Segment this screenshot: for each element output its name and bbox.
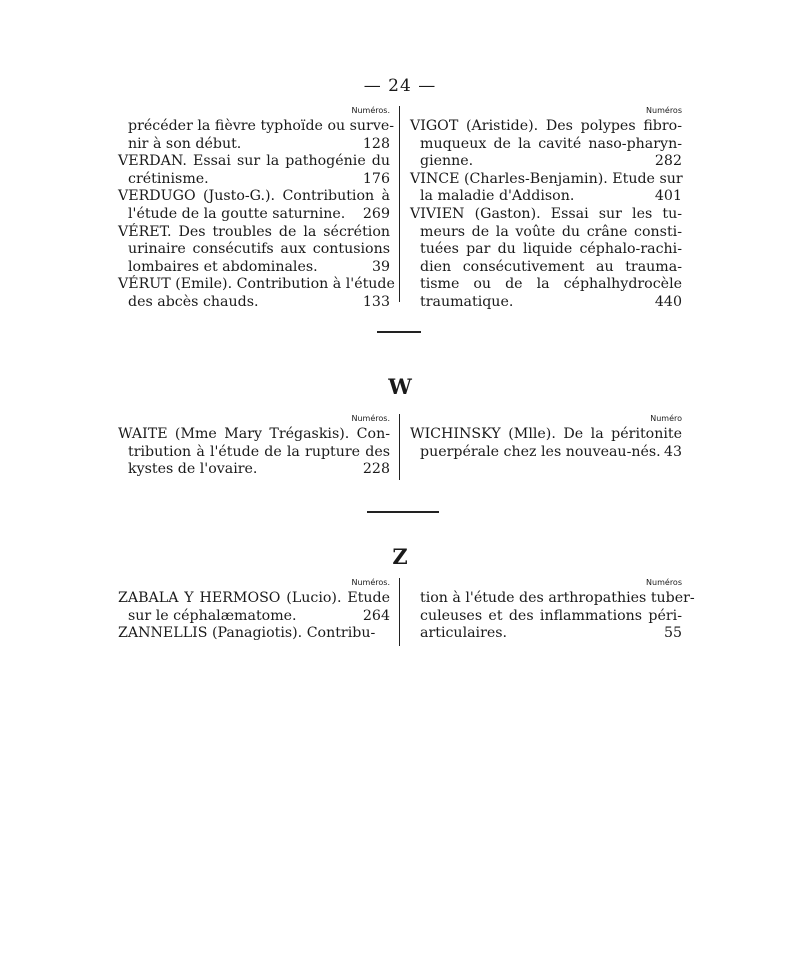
column-divider xyxy=(399,578,400,646)
entry-number: 55 xyxy=(663,625,682,642)
entry-line: ZABALA Y HERMOSO (Lucio). Etude xyxy=(118,590,390,606)
entry-line xyxy=(410,153,682,171)
right-column xyxy=(410,414,682,461)
entry-text: sur le céphalæmatome. xyxy=(128,607,297,624)
section-w xyxy=(118,414,683,484)
entry-line xyxy=(118,259,390,277)
entry-line: dien consécutivement au trauma- xyxy=(420,258,682,275)
entry-line: WICHINSKY (Mlle). De la péritonite xyxy=(410,426,682,442)
entry-line: VERDAN. Essai sur la pathogénie du xyxy=(118,153,390,170)
index-entry xyxy=(118,625,390,643)
index-entry xyxy=(118,590,390,625)
entry-line: culeuses et des inflammations péri- xyxy=(420,607,682,624)
index-entry xyxy=(410,206,682,312)
entry-line: tisme ou de la céphalhydrocèle xyxy=(420,276,682,293)
entry-line: VÉRET. Des troubles de la sécrétion xyxy=(118,223,390,240)
entry-text: traumatique. xyxy=(420,293,514,310)
numeros-header: Numéros. xyxy=(351,414,390,423)
section-rule xyxy=(367,511,439,513)
index-entry xyxy=(118,118,395,153)
index-entry xyxy=(410,590,695,643)
entry-line: ZANNELLIS (Panagiotis). Contribu- xyxy=(118,625,376,642)
entry-text: l'étude de la goutte saturnine. xyxy=(128,205,346,222)
entry-line xyxy=(118,171,390,189)
entry-number: 282 xyxy=(654,153,682,170)
entry-number: 176 xyxy=(362,170,390,187)
index-entry xyxy=(410,171,682,206)
entry-text: puerpérale chez les nouveau-nés. xyxy=(420,443,661,460)
entry-line: VERDUGO (Justo-G.). Contribution à xyxy=(118,188,390,205)
entry-text: gienne. xyxy=(420,153,474,170)
entry-text: crétinisme. xyxy=(128,170,209,187)
section-v xyxy=(118,106,683,310)
entry-text: nir à son début. xyxy=(128,135,242,152)
entry-line xyxy=(410,625,682,643)
entry-number: 264 xyxy=(362,607,390,624)
section-heading-z: Z xyxy=(392,544,408,569)
entry-line: meurs de la voûte du crâne consti- xyxy=(420,223,682,240)
numeros-header: Numéros xyxy=(646,106,682,115)
entry-line xyxy=(118,206,390,224)
column-divider xyxy=(399,414,400,480)
entry-line: tuées par du liquide céphalo-rachi- xyxy=(420,241,682,258)
index-entry xyxy=(410,426,682,461)
entry-line: VIVIEN (Gaston). Essai sur les tu- xyxy=(410,205,682,222)
section-rule xyxy=(377,331,421,333)
numeros-header: Numéro xyxy=(650,414,682,423)
entry-line xyxy=(118,294,390,312)
section-heading-w: W xyxy=(388,374,412,399)
left-column xyxy=(118,414,390,479)
index-entry xyxy=(410,118,682,171)
column-divider xyxy=(399,106,400,302)
entry-number: 228 xyxy=(362,461,390,478)
entry-line: urinaire consécutifs aux contusions xyxy=(128,241,390,258)
entry-line xyxy=(410,444,682,462)
entry-line xyxy=(410,188,682,206)
right-column xyxy=(410,106,682,312)
section-z xyxy=(118,578,695,658)
entry-number: 269 xyxy=(362,205,390,222)
entry-number: 133 xyxy=(362,293,390,310)
entry-line xyxy=(118,461,390,479)
entry-number: 43 xyxy=(663,443,682,460)
entry-number: 401 xyxy=(654,188,682,205)
entry-line: VIGOT (Aristide). Des polypes fibro- xyxy=(410,118,682,134)
entry-number: 440 xyxy=(654,293,682,310)
entry-number: 39 xyxy=(371,258,390,275)
entry-text: lombaires et abdominales. xyxy=(128,258,318,275)
entry-line: VÉRUT (Emile). Contribution à l'étude xyxy=(118,276,395,293)
entry-line: tribution à l'étude de la rupture des xyxy=(128,443,390,460)
index-entry xyxy=(118,188,390,223)
index-entry xyxy=(118,426,390,479)
entry-text: articulaires. xyxy=(420,625,508,642)
left-column xyxy=(118,578,390,643)
entry-line: WAITE (Mme Mary Trégaskis). Con- xyxy=(118,426,390,442)
numeros-header: Numéros. xyxy=(351,578,390,587)
index-entry xyxy=(118,224,390,277)
entry-line: tion à l'étude des arthropathies tuber- xyxy=(420,590,695,606)
entry-line xyxy=(118,608,390,626)
entry-line xyxy=(118,136,390,154)
entry-text: des abcès chauds. xyxy=(128,293,259,310)
index-entry xyxy=(118,276,395,311)
right-column xyxy=(410,578,695,643)
left-column xyxy=(118,106,395,312)
page-number: — 24 — xyxy=(363,76,437,96)
numeros-header: Numéros. xyxy=(351,106,390,115)
entry-text: la maladie d'Addison. xyxy=(420,188,575,205)
entry-line: VINCE (Charles-Benjamin). Etude sur xyxy=(410,170,683,187)
entry-line xyxy=(410,294,682,312)
entry-number: 128 xyxy=(362,135,390,152)
entry-line: précéder la fièvre typhoïde ou surve- xyxy=(128,118,395,134)
numeros-header: Numéros xyxy=(646,578,682,587)
entry-text: kystes de l'ovaire. xyxy=(128,461,258,478)
index-entry xyxy=(118,153,390,188)
entry-line: muqueux de la cavité naso-pharyn- xyxy=(420,135,682,152)
